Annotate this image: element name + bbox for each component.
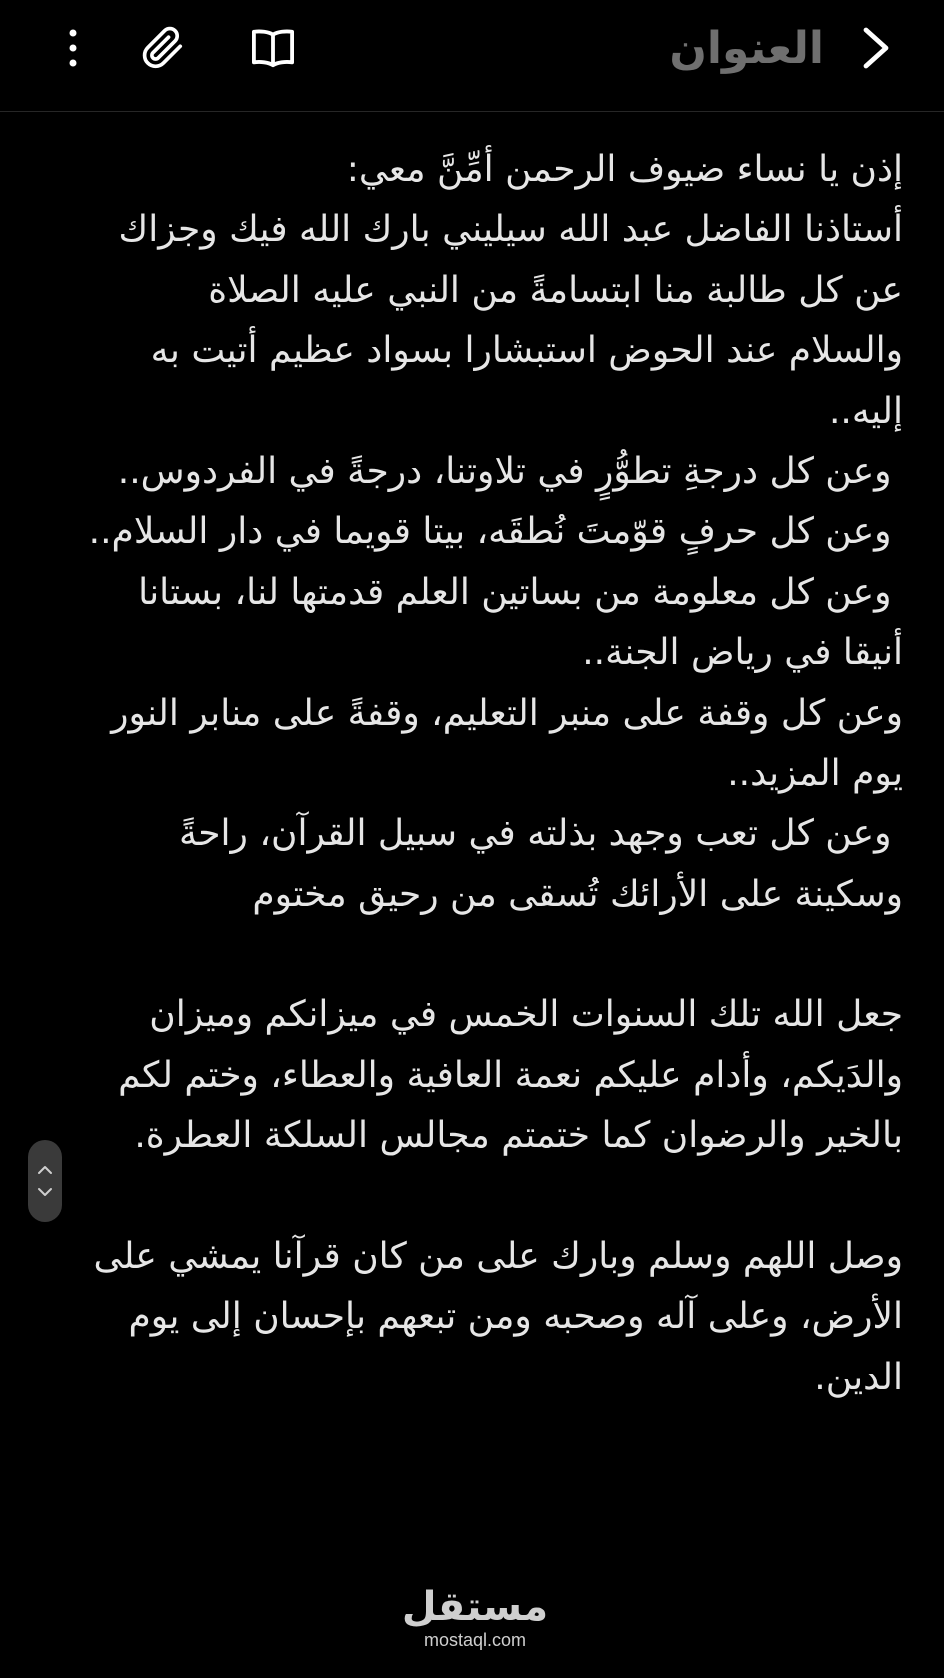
- chevron-down-icon: [37, 1187, 53, 1197]
- note-line: [55, 1167, 903, 1227]
- more-vertical-icon: [67, 28, 79, 68]
- chevron-up-icon: [37, 1165, 53, 1175]
- note-line: والدَيكم، وأدام عليكم نعمة العافية والعطاء، وختم لكم: [118, 1054, 903, 1096]
- app-bar: [0, 0, 944, 112]
- note-line: جعل الله تلك السنوات الخمس في ميزانكم وميزان: [149, 994, 903, 1036]
- note-line: يوم المزيد..: [727, 752, 903, 794]
- note-line: وصل اللهم وسلم وبارك على من كان قرآنا يمشي على: [93, 1236, 903, 1278]
- note-line: وسكينة على الأرائك تُسقى من رحيق مختوم: [252, 873, 903, 915]
- note-line: [55, 925, 903, 985]
- note-body[interactable]: [55, 140, 903, 1408]
- note-line: إليه..: [828, 390, 903, 432]
- book-open-icon: [250, 27, 296, 69]
- note-line: إذن يا نساء ضيوف الرحمن أمِّنَّ معي:: [346, 149, 903, 190]
- more-options-button[interactable]: [45, 20, 101, 76]
- watermark: [400, 1585, 550, 1651]
- note-line: وعن كل حرفٍ قوّمتَ نُطقَه، بيتا قويما في دار السلام..: [88, 511, 903, 553]
- note-line: أنيقا في رياض الجنة..: [582, 632, 903, 674]
- note-line: الأرض، وعلى آله وصحبه ومن تبعهم بإحسان إلى يوم: [128, 1296, 903, 1338]
- note-line: الدين.: [814, 1356, 903, 1398]
- note-line: بالخير والرضوان كما ختمتم مجالس السلكة العطرة.: [134, 1115, 903, 1157]
- note-line: وعن كل درجةِ تطوُّرٍ في تلاوتنا، درجةً في الفردوس..: [117, 450, 903, 492]
- note-title[interactable]: العنوان: [669, 23, 824, 74]
- back-button[interactable]: [848, 20, 904, 76]
- reading-mode-button[interactable]: [245, 20, 301, 76]
- watermark-url: mostaql.com: [423, 1630, 527, 1650]
- fast-scroll-handle[interactable]: [28, 1140, 62, 1222]
- attach-button[interactable]: [135, 20, 191, 76]
- watermark-logo: مستقل: [401, 1584, 549, 1630]
- chevron-right-icon: [862, 26, 890, 70]
- note-line: وعن كل وقفة على منبر التعليم، وقفةً على منابر النور: [111, 692, 903, 734]
- paperclip-icon: [141, 26, 185, 70]
- note-line: والسلام عند الحوض استبشارا بسواد عظيم أتيت به: [150, 330, 903, 372]
- note-line: وعن كل معلومة من بساتين العلم قدمتها لنا، بستانا: [138, 571, 903, 613]
- note-line: وعن كل تعب وجهد بذلته في سبيل القرآن، راحةً: [179, 813, 903, 855]
- note-line: أستاذنا الفاضل عبد الله سيليني بارك الله فيك وجزاك: [118, 209, 903, 251]
- note-line: عن كل طالبة منا ابتسامةً من النبي عليه الصلاة: [208, 269, 903, 311]
